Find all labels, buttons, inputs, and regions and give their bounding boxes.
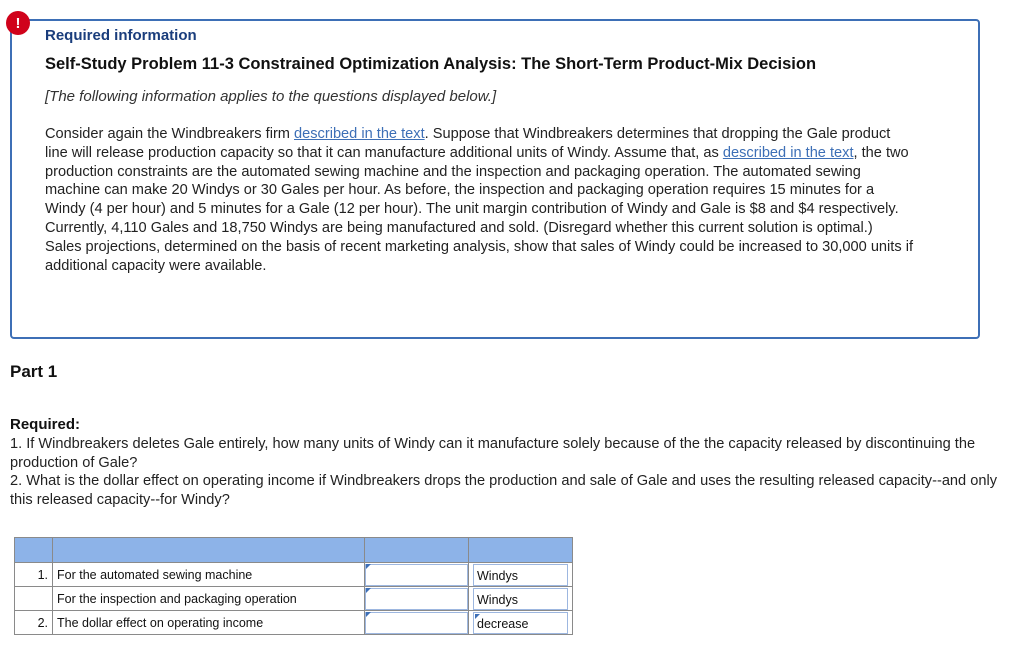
- description-part-2: . Suppose that Windbreakers determines that dropping the Gale product line will release production capacity so that it can manufacture additional units of Windy. Assume that, as: [45, 126, 891, 161]
- answer-cell: [365, 563, 469, 587]
- question-1: 1. If Windbreakers deletes Gale entirely, how many units of Windy can it manufacture solely because of the the capacity released by discontinuing the production of Gale?: [10, 436, 976, 471]
- applies-note: [The following information applies to the questions displayed below.]: [45, 88, 497, 105]
- row-number: 1.: [15, 563, 53, 587]
- alert-icon: !: [6, 11, 30, 35]
- row-description: For the inspection and packaging operation: [53, 587, 365, 611]
- effect-direction-select[interactable]: decrease: [473, 612, 568, 634]
- question-2: 2. What is the dollar effect on operating income if Windbreakers drops the production and sale of Gale and uses the resulting released capacity--and only this released capacity--for Windy?: [10, 473, 997, 508]
- row-number: 2.: [15, 611, 53, 635]
- required-label: Required:: [10, 416, 81, 433]
- required-questions: [10, 435, 1000, 509]
- flag-icon: [366, 564, 371, 569]
- answer-table: [14, 537, 573, 635]
- problem-title: Self-Study Problem 11-3 Constrained Optimization Analysis: The Short-Term Product-Mix Decision: [45, 55, 817, 73]
- table-row: [15, 563, 573, 587]
- row-description: For the automated sewing machine: [53, 563, 365, 587]
- description-part-3: , the two production constraints are the automated sewing machine and the inspection and packaging operation. The automated sewing machine can make 20 Windys or 30 Gales per hour. As before, the inspection and packaging operation requires 15 minutes for a Windy (4 per hour) and 5 minutes for a Gale (12 per hour). The unit margin contribution of Windy and Gale is $8 and $4 respectively. Currently, 4,110 Gales and 18,750 Windys are being manufactured and sold. (Disregard whether this current solution is optimal.) Sales projections, determined on the basis of recent marketing analysis, show that sales of Windy could be increased to 30,000 units if additional capacity were available.: [45, 144, 913, 274]
- dollar-effect-input[interactable]: [365, 612, 468, 634]
- part-label: Part 1: [10, 362, 58, 381]
- described-in-text-link-1[interactable]: described in the text: [294, 126, 425, 142]
- header-cell-num: [15, 538, 53, 563]
- inspection-packaging-windys-input[interactable]: [365, 588, 468, 610]
- row-number: [15, 587, 53, 611]
- answer-cell: [365, 587, 469, 611]
- description-part-1: Consider again the Windbreakers firm: [45, 126, 295, 142]
- described-in-text-link-2[interactable]: described in the text: [722, 144, 854, 161]
- required-information-heading: Required information: [45, 27, 197, 44]
- flag-icon: [475, 614, 480, 619]
- sewing-machine-windys-input[interactable]: [365, 564, 468, 586]
- row-description: The dollar effect on operating income: [53, 611, 365, 635]
- flag-icon: [366, 588, 371, 593]
- table-row: [15, 611, 573, 635]
- answer-cell: [365, 611, 469, 635]
- unit-label: Windys: [473, 564, 568, 586]
- header-cell-input: [365, 538, 469, 563]
- answer-table-header: [15, 538, 573, 563]
- header-cell-unit: [469, 538, 573, 563]
- unit-cell: [469, 563, 573, 587]
- table-row: [15, 587, 573, 611]
- unit-cell: [469, 587, 573, 611]
- unit-cell: [469, 611, 573, 635]
- problem-description: [45, 125, 913, 275]
- header-cell-desc: [53, 538, 365, 563]
- flag-icon: [366, 612, 371, 617]
- unit-label: Windys: [473, 588, 568, 610]
